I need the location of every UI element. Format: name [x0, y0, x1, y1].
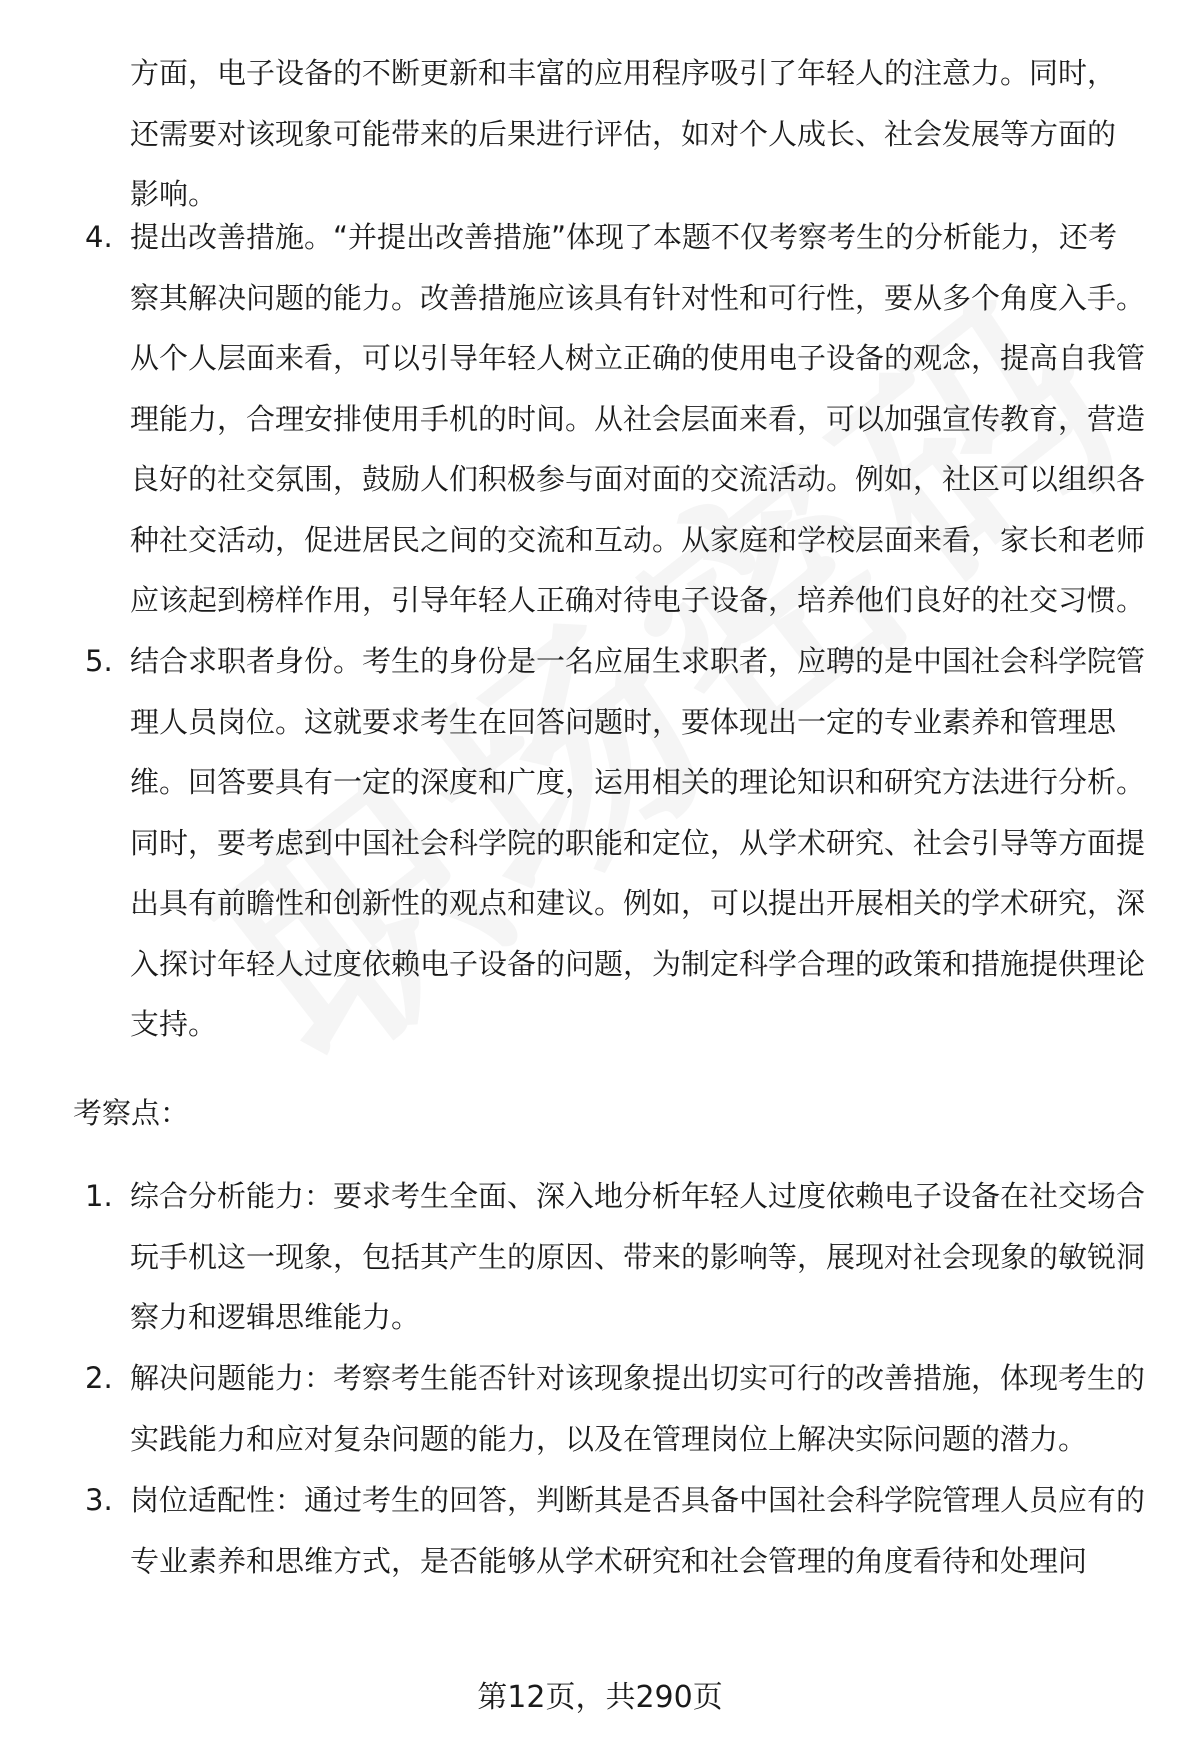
- list-item-text: 解决问题能力：考察考生能否针对该现象提出切实可行的改善措施，体现考生的实践能力和应对复杂问题的能力，以及在管理岗位上解决实际问题的潜力。: [130, 1361, 1146, 1456]
- list-item: [85, 631, 1145, 1055]
- list-item-number: 4.: [85, 220, 113, 254]
- list-item-text: 岗位适配性：通过考生的回答，判断其是否具备中国社会科学院管理人员应有的专业素养和思维方式，是否能够从学术研究和社会管理的角度看待和处理问: [130, 1483, 1146, 1578]
- list-item-number: 3.: [85, 1483, 113, 1517]
- list-item-number: 5.: [85, 644, 113, 678]
- list-item: [85, 1470, 1145, 1591]
- list-item-text: 结合求职者身份。考生的身份是一名应届生求职者，应聘的是中国社会科学院管理人员岗位。这就要求考生在回答问题时，要体现出一定的专业素养和管理思维。回答要具有一定的深度和广度，运用相关的理论知识和研究方法进行分析。同时，要考虑到中国社会科学院的职能和定位，从学术研究、社会引导等方面提出具有前瞻性和创新性的观点和建议。例如，可以提出开展相关的学术研究，深入探讨年轻人过度依赖电子设备的问题，为制定科学合理的政策和措施提供理论支持。: [130, 644, 1146, 1041]
- section-heading: 考察点：: [73, 1096, 190, 1130]
- list-item-text: 提出改善措施。“并提出改善措施”体现了本题不仅考察考生的分析能力，还考察其解决问题的能力。改善措施应该具有针对性和可行性，要从多个角度入手。从个人层面来看，可以引导年轻人树立正确的使用电子设备的观念，提高自我管理能力，合理安排使用手机的时间。从社会层面来看，可以加强宣传教育，营造良好的社交氛围，鼓励人们积极参与面对面的交流活动。例如，社区可以组织各种社交活动，促进居民之间的交流和互动。从家庭和学校层面来看，家长和老师应该起到榜样作用，引导年轻人正确对待电子设备，培养他们良好的社交习惯。: [130, 220, 1146, 617]
- list-item-number: 2.: [85, 1361, 113, 1395]
- list-item-number: 1.: [85, 1179, 113, 1213]
- list-item-text: 综合分析能力：要求考生全面、深入地分析年轻人过度依赖电子设备在社交场合玩手机这一现象，包括其产生的原因、带来的影响等，展现对社会现象的敏锐洞察力和逻辑思维能力。: [130, 1179, 1146, 1334]
- list-item: [85, 1166, 1145, 1348]
- list-item: [85, 1348, 1145, 1469]
- page-number: 第12页，共290页: [477, 1680, 723, 1715]
- list-item: [85, 207, 1145, 631]
- continuation-paragraph: 方面，电子设备的不断更新和丰富的应用程序吸引了年轻人的注意力。同时，还需要对该现象可能带来的后果进行评估，如对个人成长、社会发展等方面的影响。: [130, 56, 1117, 211]
